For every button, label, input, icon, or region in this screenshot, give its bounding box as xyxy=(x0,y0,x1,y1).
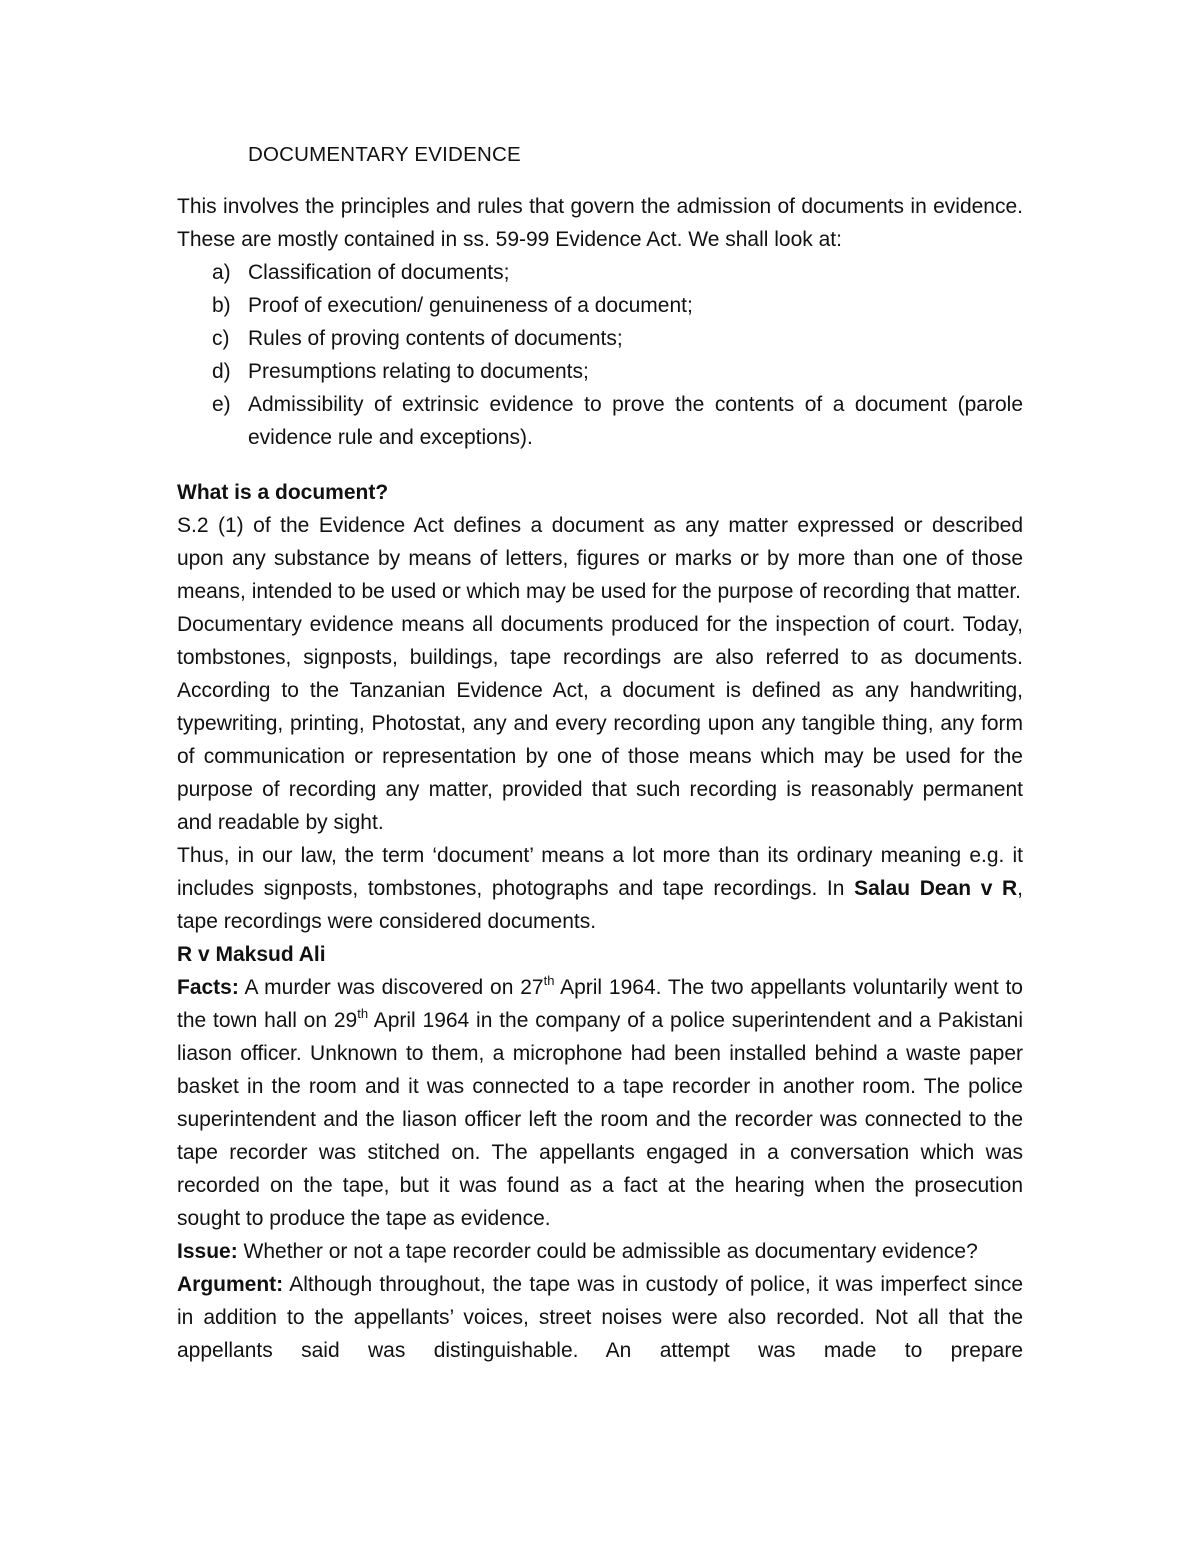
argument-label: Argument: xyxy=(177,1273,284,1296)
list-marker: d) xyxy=(212,360,231,383)
case-citation-salau: Salau Dean v R xyxy=(854,877,1018,900)
topics-list xyxy=(177,256,1023,454)
document-title: DOCUMENTARY EVIDENCE xyxy=(248,143,521,166)
facts-text-1: A murder was discovered on 27 xyxy=(238,976,544,999)
thus-text-after: , tape recordings were considered documents. xyxy=(177,877,1024,933)
list-item-text: Proof of execution/ genuineness of a document; xyxy=(248,294,693,317)
argument-paragraph xyxy=(177,1268,1023,1367)
list-marker: a) xyxy=(212,261,231,284)
list-item-text: Classification of documents; xyxy=(248,261,510,284)
list-item xyxy=(177,289,1023,322)
list-marker: c) xyxy=(212,327,230,350)
document-body xyxy=(177,190,1023,1367)
list-marker: e) xyxy=(212,393,231,416)
documentary-evidence-paragraph: Documentary evidence means all documents produced for the inspection of court. Today, tombstones, signposts, buildings, tape recordings are also referred to as documents. According to the Tanzanian Evidence Act, a document is defined as any handwriting, typewriting, printing, Photostat, any and every recording upon any tangible thing, any form of communication or representation by one of those means which may be used for the purpose of recording any matter, provided that such recording is reasonably permanent and readable by sight. xyxy=(177,613,1023,834)
facts-label: Facts: xyxy=(177,976,239,999)
facts-text-2: April 1964. The two appellants voluntarily went to the town hall on 29 xyxy=(177,976,1023,1032)
issue-label: Issue: xyxy=(177,1240,238,1263)
section-heading: What is a document? xyxy=(177,481,389,504)
list-item xyxy=(177,388,1023,454)
ordinal-superscript: th xyxy=(357,1006,369,1021)
list-item-text: Presumptions relating to documents; xyxy=(248,360,589,383)
ordinal-superscript: th xyxy=(543,973,555,988)
list-item xyxy=(177,322,1023,355)
list-marker: b) xyxy=(212,294,231,317)
issue-paragraph xyxy=(177,1235,1023,1268)
list-item-text: Admissibility of extrinsic evidence to prove the contents of a document (parole evidence rule and exceptions). xyxy=(248,393,1023,449)
intro-paragraph: This involves the principles and rules that govern the admission of documents in evidence. These are mostly contained in ss. 59-99 Evidence Act. We shall look at: xyxy=(177,195,1023,251)
facts-text-3: April 1964 in the company of a police superintendent and a Pakistani liason officer. Unknown to them, a microphone had been installed behind a waste paper basket in the room and it was connected to a tape recorder in another room. The police superintendent and the liason officer left the room and the recorder was connected to the tape recorder was stitched on. The appellants engaged in a conversation which was recorded on the tape, but it was found as a fact at the hearing when the prosecution sought to produce the tape as evidence. xyxy=(177,1009,1024,1230)
argument-text: Although throughout, the tape was in custody of police, it was imperfect since in addition to the appellants’ voices, street noises were also recorded. Not all that the appellants said was distinguishable. An attempt was made to prepare xyxy=(177,1273,1023,1362)
issue-text: Whether or not a tape recorder could be admissible as documentary evidence? xyxy=(237,1240,978,1263)
definition-paragraph: S.2 (1) of the Evidence Act defines a document as any matter expressed or described upon any substance by means of letters, figures or marks or by more than one of those means, intended to be used or which may be used for the purpose of recording that matter. xyxy=(177,514,1023,603)
thus-text-before: Thus, in our law, the term ‘document’ means a lot more than its ordinary meaning e.g. it includes signposts, tombstones, photographs and tape recordings. In xyxy=(177,844,1023,900)
thus-paragraph xyxy=(177,839,1023,938)
facts-paragraph xyxy=(177,971,1023,1235)
list-item xyxy=(177,355,1023,388)
case-title: R v Maksud Ali xyxy=(177,943,326,966)
list-item xyxy=(177,256,1023,289)
list-item-text: Rules of proving contents of documents; xyxy=(248,327,623,350)
